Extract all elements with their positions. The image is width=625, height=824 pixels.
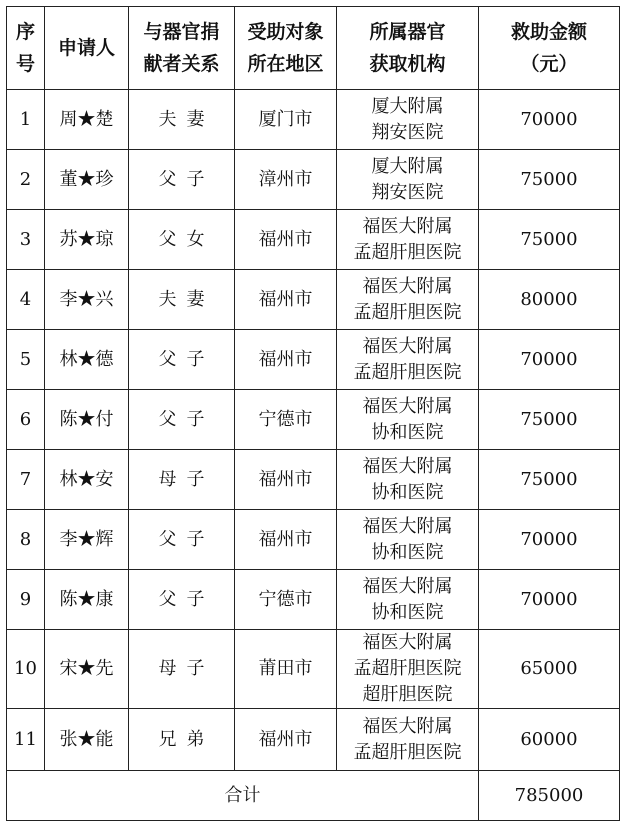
table-row [7,210,620,270]
table-row [7,450,620,510]
table-row [7,150,620,210]
applicant-name: 李★辉 [45,510,129,570]
applicant-name: 苏★琼 [45,210,129,270]
institution-line: 孟超肝胆医院 [353,301,462,323]
amount: 70000 [479,570,620,630]
row-number: 9 [7,570,45,630]
relation: 母子 [129,450,235,510]
relation: 父女 [129,210,235,270]
region: 福州市 [235,709,337,771]
table-row [7,630,620,709]
row-number: 8 [7,510,45,570]
region: 厦门市 [235,90,337,150]
row-number: 6 [7,390,45,450]
institution-line: 协和医院 [371,421,444,443]
relation: 父子 [129,330,235,390]
relation: 父子 [129,150,235,210]
applicant-name: 张★能 [45,709,129,771]
applicant-name: 宋★先 [45,630,129,709]
institution-line: 福医大附属 [362,632,453,653]
institution [337,450,479,510]
row-number: 2 [7,150,45,210]
amount: 80000 [479,270,620,330]
row-number: 5 [7,330,45,390]
institution [337,390,479,450]
table-row [7,390,620,450]
region: 福州市 [235,270,337,330]
relation: 父子 [129,390,235,450]
applicant-name: 陈★康 [45,570,129,630]
institution-line: 协和医院 [371,481,444,503]
amount: 75000 [479,450,620,510]
institution-line: 福医大附属 [362,715,453,737]
amount: 70000 [479,90,620,150]
institution-line: 协和医院 [371,541,444,563]
table-row [7,330,620,390]
relation: 兄弟 [129,709,235,771]
region: 宁德市 [235,570,337,630]
applicant-name: 李★兴 [45,270,129,330]
institution-line: 福医大附属 [362,335,453,357]
institution-line: 翔安医院 [371,121,444,143]
amount: 70000 [479,330,620,390]
amount: 75000 [479,150,620,210]
header-amount: 救助金额 （元） [479,7,620,90]
institution-line: 孟超肝胆医院 [353,241,462,263]
institution-line: 超肝胆医院 [362,684,453,705]
relation: 夫妻 [129,90,235,150]
region: 漳州市 [235,150,337,210]
relation: 父子 [129,570,235,630]
institution [337,210,479,270]
applicant-name: 林★安 [45,450,129,510]
header-no: 序 号 [7,7,45,90]
institution-line: 孟超肝胆医院 [353,658,462,679]
applicant-name: 董★珍 [45,150,129,210]
table-row [7,709,620,771]
institution-line: 福医大附属 [362,515,453,537]
relation: 夫妻 [129,270,235,330]
row-number: 11 [7,709,45,771]
amount: 75000 [479,210,620,270]
region: 福州市 [235,210,337,270]
header-applicant: 申请人 [45,7,129,90]
institution-line: 翔安医院 [371,181,444,203]
header-row [7,7,620,90]
row-number: 4 [7,270,45,330]
table-row [7,570,620,630]
institution-line: 协和医院 [371,601,444,623]
applicant-name: 周★楚 [45,90,129,150]
region: 福州市 [235,330,337,390]
header-region: 受助对象 所在地区 [235,7,337,90]
relation: 父子 [129,510,235,570]
table-row [7,270,620,330]
institution-line: 福医大附属 [362,575,453,597]
institution-line: 福医大附属 [362,455,453,477]
region: 宁德市 [235,390,337,450]
total-label: 合计 [7,771,479,821]
institution-line: 福医大附属 [362,395,453,417]
amount: 75000 [479,390,620,450]
region: 福州市 [235,450,337,510]
institution [337,270,479,330]
header-institution: 所属器官 获取机构 [337,7,479,90]
row-number: 1 [7,90,45,150]
row-number: 10 [7,630,45,709]
amount: 60000 [479,709,620,771]
institution [337,570,479,630]
institution [337,90,479,150]
institution-line: 孟超肝胆医院 [353,741,462,763]
institution-line: 孟超肝胆医院 [353,361,462,383]
institution [337,330,479,390]
institution [337,510,479,570]
total-amount: 785000 [479,771,620,821]
total-row [7,771,620,821]
region: 莆田市 [235,630,337,709]
row-number: 7 [7,450,45,510]
relation: 母子 [129,630,235,709]
table-row [7,90,620,150]
amount: 70000 [479,510,620,570]
institution-line: 福医大附属 [362,275,453,297]
institution [337,630,479,709]
amount: 65000 [479,630,620,709]
applicant-name: 陈★付 [45,390,129,450]
row-number: 3 [7,210,45,270]
table-row [7,510,620,570]
institution-line: 厦大附属 [371,95,444,117]
aid-table [6,6,620,821]
institution-line: 福医大附属 [362,215,453,237]
institution [337,709,479,771]
institution [337,150,479,210]
header-relation: 与器官捐 献者关系 [129,7,235,90]
institution-line: 厦大附属 [371,155,444,177]
applicant-name: 林★德 [45,330,129,390]
region: 福州市 [235,510,337,570]
